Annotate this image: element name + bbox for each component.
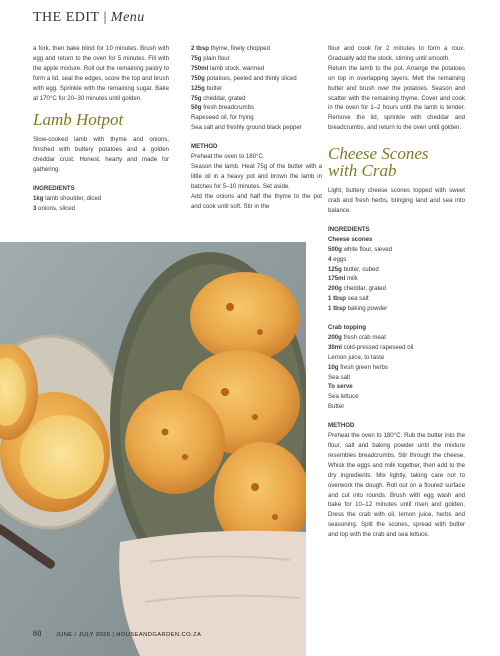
ingredient-item: 50g fresh breadcrumbs — [191, 104, 255, 112]
ingredient-item: 1 tbsp baking powder — [328, 305, 388, 313]
food-photo — [0, 242, 306, 656]
scones-title — [328, 145, 465, 179]
method-step: Add the onions and half the thyme to the pot and cook until soft. Stir in the — [191, 192, 322, 210]
ingredient-item: 3 onions, sliced — [33, 204, 76, 212]
page-footer — [33, 629, 201, 638]
ingredient-item: 175ml milk — [328, 275, 358, 283]
scones-method-heading: METHOD — [328, 422, 355, 430]
ingredient-item: Butter — [328, 403, 345, 411]
column-2 — [191, 44, 322, 212]
hotpot-title: Lamb Hotpot — [33, 110, 124, 130]
ingredient-item: 750ml lamb stock, warmed — [191, 64, 265, 72]
scones-intro: Light, buttery cheese scones topped with sweet crab and fresh herbs, bringing land and sea into balance. — [328, 187, 465, 214]
scones-title-line2: with Crab — [328, 161, 397, 181]
column-1 — [33, 44, 169, 214]
column-3 — [328, 44, 465, 540]
scones-subhead: Cheese scones — [328, 235, 373, 243]
method-step: Preheat the oven to 180°C. — [191, 153, 265, 161]
ingredient-item: 4 eggs — [328, 255, 347, 263]
previous-recipe-continuation: a fork, then bake blind for 10 minutes. Brush with egg and return to the oven for 5 minutes. Fill with the apple mixture. Roll out the remaining pastry to form a lid, seal the edges, score the top and brush with egg. Sprinkle with the remaining sugar. Bake at 170°C for 20–30 minutes until golden. — [33, 45, 169, 102]
ingredient-item: 500g white flour, sieved — [328, 245, 393, 253]
scones-title-line1: Cheese Scones — [328, 144, 429, 164]
method-step: Return the lamb to the pot. Arrange the potatoes on top in overlapping layers. Melt the remaining butter and brush over the potatoes. Season and scatter with the remaining thyme. Cover and cook in the oven for 1–2 hours until the lamb is tender. Remove the lid, sprinkle with cheddar and breadcrumbs, and return to the oven until golden. — [328, 64, 465, 132]
ingredient-item: 1 tbsp sea salt — [328, 295, 369, 303]
method-step: flour and cook for 2 minutes to form a roux. Gradually add the stock, stirring until smooth. — [328, 45, 465, 62]
crab-subhead: Crab topping — [328, 324, 366, 332]
ingredient-item: 1kg lamb shoulder, diced — [33, 194, 102, 202]
scones-method: Preheat the oven to 180°C. Rub the butter into the flour, salt and baking powder until the mixture resembles breadcrumbs. Stir through the cheese. Whisk the eggs and milk together, then add to the dry ingredients. Mix lightly, taking care not to overwork the dough. Roll out on a floured surface and cut into rounds. Brush with egg wash and bake for 10–12 minutes until risen and golden. Dress the crab with oil, lemon juice, herbs and seasoning. Split the scones, spread with butter and top with the crab and sea lettuce. — [328, 432, 465, 539]
ingredient-item: 200g cheddar, grated — [328, 285, 386, 293]
ingredient-item: Rapeseed oil, for frying — [191, 114, 254, 122]
magazine-header — [33, 10, 145, 26]
footer-separator: | — [112, 632, 115, 638]
ingredient-item: 75g cheddar, grated — [191, 94, 246, 102]
ingredient-item: 2 tbsp thyme, finely chopped — [191, 45, 270, 52]
website: HOUSEANDGARDEN.CO.ZA — [116, 632, 202, 638]
issue-date: JUNE / JULY 2026 — [55, 632, 111, 638]
ingredient-item: 750g potatoes, peeled and thinly sliced — [191, 74, 297, 82]
ingredient-item: 30ml cold-pressed rapeseed oil — [328, 343, 414, 351]
ingredient-item: 75g plain flour — [191, 54, 230, 62]
serve-subhead: To serve — [328, 383, 353, 391]
ingredient-item: Sea salt — [328, 373, 351, 381]
section-name: Menu — [110, 10, 145, 25]
ingredient-item: Lemon juice, to taste — [328, 353, 385, 361]
scones-ingredients-heading: INGREDIENTS — [328, 225, 370, 233]
ingredient-item: Sea lettuce — [328, 393, 359, 401]
hotpot-intro: Slow-cooked lamb with thyme and onions, finished with buttery potatoes and a golden cheddar crust. Honest, hearty and made for gathering. — [33, 136, 169, 174]
hotpot-method-heading: METHOD — [191, 143, 218, 151]
scones-illustration — [0, 242, 306, 656]
page-number: 80 — [33, 629, 42, 638]
ingredient-item: 200g fresh crab meat — [328, 333, 386, 341]
ingredient-item: Sea salt and freshly ground black pepper — [191, 124, 302, 132]
ingredient-item: 125g butter — [191, 84, 223, 92]
ingredient-item: 125g butter, cubed — [328, 265, 379, 273]
magazine-name: THE EDIT — [33, 10, 100, 25]
ingredient-item: 10g fresh green herbs — [328, 363, 388, 371]
header-separator: | — [103, 10, 107, 25]
method-step: Season the lamb. Heat 75g of the butter with a little oil in a heavy pot and brown the lamb in batches for 5–10 minutes. Set aside. — [191, 162, 322, 190]
hotpot-ingredients-heading: INGREDIENTS — [33, 185, 75, 193]
